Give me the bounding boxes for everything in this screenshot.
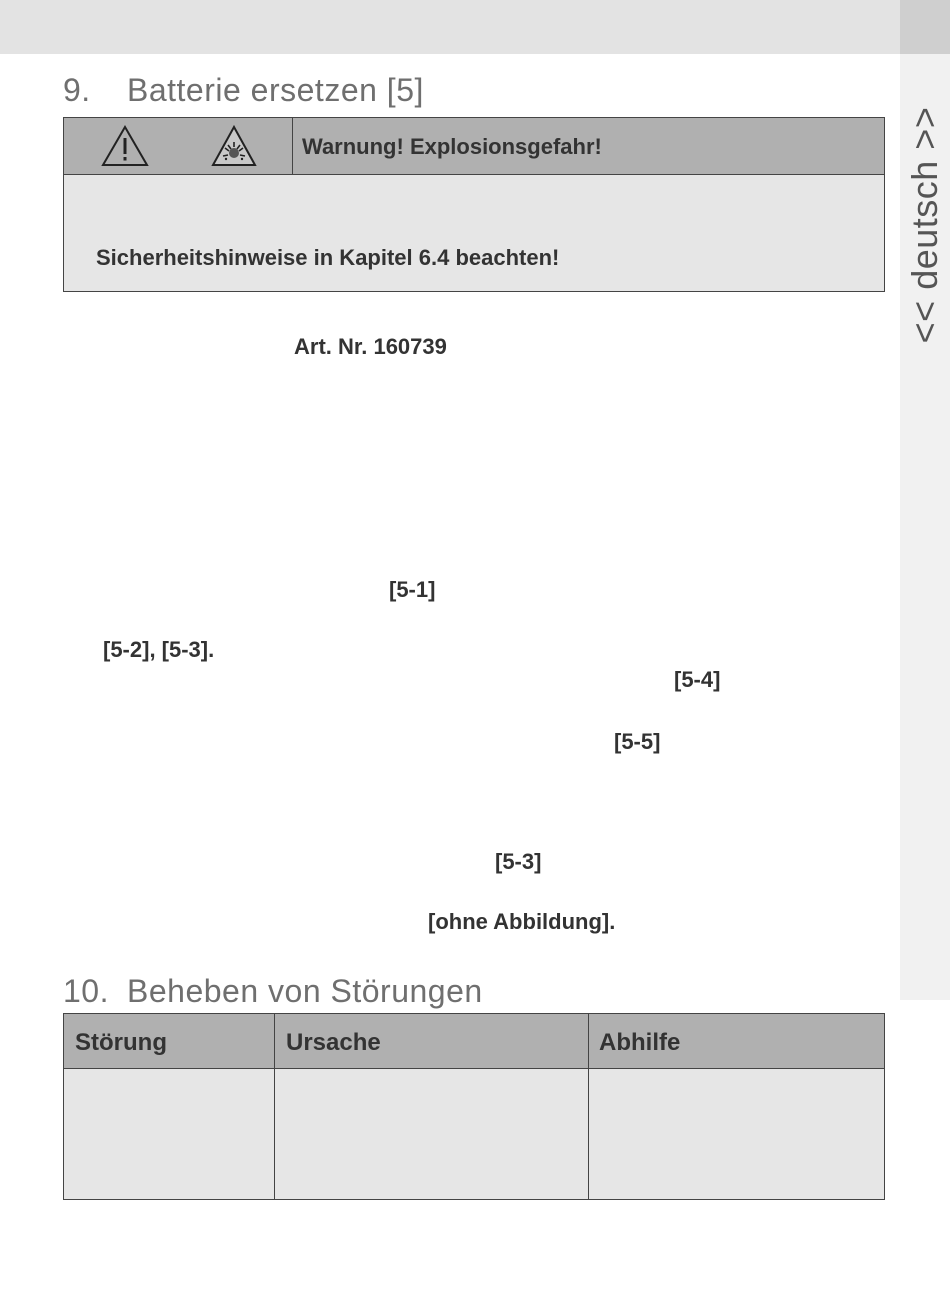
language-tab-label: << deutsch >> xyxy=(904,106,945,344)
section-10-heading xyxy=(63,973,483,1010)
figure-ref: [5-2], [5-3]. xyxy=(103,637,215,662)
warning-body xyxy=(64,175,884,291)
column-header-stoerung: Störung xyxy=(75,1029,167,1056)
warning-box xyxy=(63,117,885,292)
column-header-abhilfe: Abhilfe xyxy=(599,1029,681,1056)
troubleshooting-table xyxy=(63,1013,885,1200)
section-10-title: Beheben von Störungen xyxy=(127,973,483,1009)
explosion-hazard-icon xyxy=(210,124,258,168)
figure-ref: [5-1] xyxy=(389,577,436,602)
figure-ref: [5-4] xyxy=(674,667,721,692)
table-row xyxy=(64,1069,884,1199)
section-9-number: 9. xyxy=(63,72,91,108)
column-divider xyxy=(588,1014,589,1199)
section-9-title: Batterie ersetzen [5] xyxy=(127,72,424,108)
section-9-heading xyxy=(63,72,424,109)
figure-ref: [5-3] xyxy=(495,849,542,874)
column-divider xyxy=(274,1014,275,1199)
column-header-ursache: Ursache xyxy=(286,1029,381,1056)
figure-ref: [ohne Abbildung]. xyxy=(428,909,616,934)
warning-header xyxy=(64,118,884,175)
section-10-number: 10. xyxy=(63,973,109,1009)
warning-icons-cell xyxy=(64,118,293,174)
warning-title: Warnung! Explosionsgefahr! xyxy=(302,134,602,159)
article-number: Art. Nr. 160739 xyxy=(294,334,447,359)
warning-triangle-icon xyxy=(100,124,150,168)
warning-note: Sicherheitshinweise in Kapitel 6.4 beachten! xyxy=(96,245,560,270)
header-band xyxy=(0,0,950,54)
table-header-row xyxy=(64,1014,884,1069)
figure-ref: [5-5] xyxy=(614,729,661,754)
side-tab-top xyxy=(900,0,950,54)
